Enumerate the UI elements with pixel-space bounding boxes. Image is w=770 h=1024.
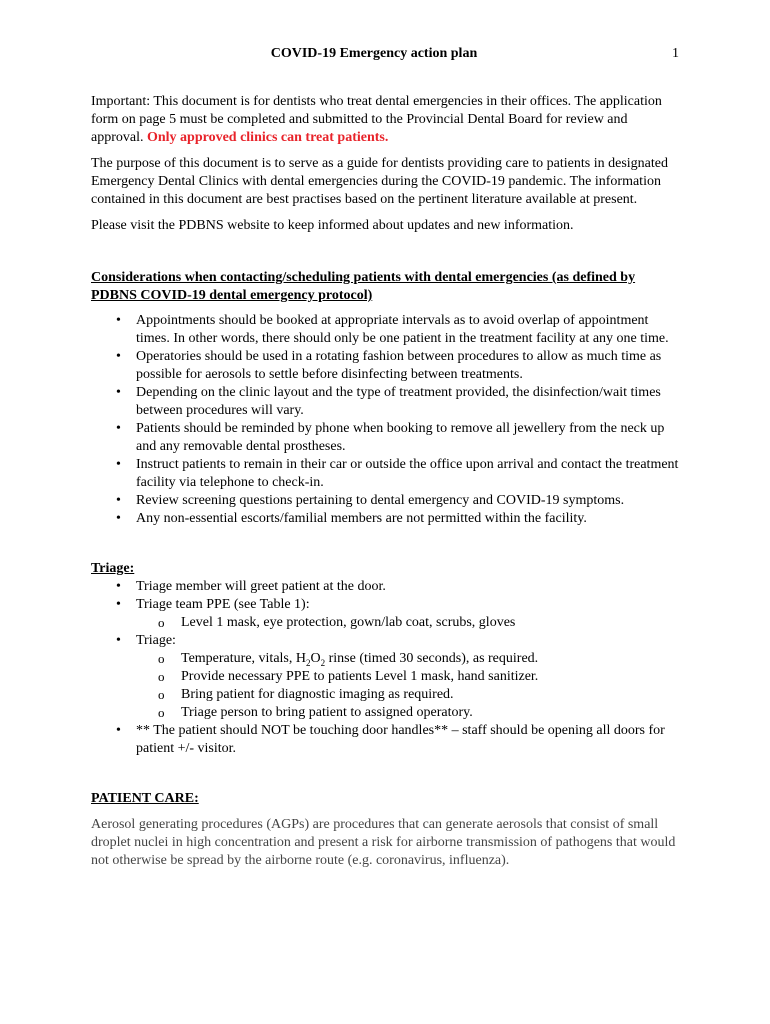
sub-list-item: o Triage person to bring patient to assigned operatory. [136,704,681,722]
visit-paragraph: Please visit the PDBNS website to keep informed about updates and new information. [91,218,574,233]
list-item: • Any non-essential escorts/familial members are not permitted within the facility. [91,510,681,528]
approved-clinics-warning: Only approved clinics can treat patients. [146,130,389,145]
list-item: • Instruct patients to remain in their car or outside the office upon arrival and contact the treatment facility via telephone to check-in. [91,456,681,492]
document-title: COVID-19 Emergency action plan [270,46,478,61]
list-item: • Appointments should be booked at appropriate intervals as to avoid overlap of appointment times. In other words, there should only be one patient in the treatment facility at any one time. [91,312,681,348]
patient-care-paragraph: Aerosol generating procedures (AGPs) are procedures that can generate aerosols that consist of small droplet nuclei in high concentration and present a risk for airborne transmission of pathogens that would not otherwise be spread by the airborne route (e.g. coronavirus, influenza). [91,817,676,868]
considerations-list [91,312,681,528]
considerations-heading: Considerations when contacting/scheduling patients with dental emergencies (as defined by PDBNS COVID-19 dental emergency protocol) [91,270,636,303]
list-item [91,596,681,632]
page-number: 1 [672,46,679,61]
page-header [0,46,770,66]
triage-heading: Triage: [91,561,135,576]
list-item: • Operatories should be used in a rotating fashion between procedures to allow as much time as possible for aerosols to settle before disinfecting between treatments. [91,348,681,384]
sub-list [136,614,681,632]
subscript: 2 [305,657,311,668]
sub-list [136,650,681,722]
list-item: • ** The patient should NOT be touching door handles** – staff should be opening all doors for patient +/- visitor. [91,722,681,758]
sub-list-item [136,650,681,668]
patient-care-heading: PATIENT CARE: [91,791,199,806]
list-item-label: Triage: [136,633,176,648]
sub-item-text: Temperature, vitals, H [181,651,306,666]
sub-item-text: O [310,651,321,666]
list-item [91,632,681,722]
list-item: • Patients should be reminded by phone when booking to remove all jewellery from the neck up and any removable dental prostheses. [91,420,681,456]
purpose-paragraph: The purpose of this document is to serve as a guide for dentists providing care to patients in designated Emergency Dental Clinics with dental emergencies during the COVID-19 pandemic. The information contained in this document are best practises based on the pertinent literature available at present. [91,156,668,207]
sub-list-item: o Bring patient for diagnostic imaging as required. [136,686,681,704]
sub-list-item: o Provide necessary PPE to patients Level 1 mask, hand sanitizer. [136,668,681,686]
list-item: • Review screening questions pertaining to dental emergency and COVID-19 symptoms. [91,492,681,510]
subscript: 2 [320,657,326,668]
sub-item-text: rinse (timed 30 seconds), as required. [325,651,539,666]
important-text: Important: This document is for dentists who treat dental emergencies in their offices. The application form on page 5 must be completed and submitted to the Provincial Dental Board for review and approval. [91,94,662,145]
list-item-label: Triage team PPE (see Table 1): [136,597,310,612]
important-paragraph [91,93,681,147]
document-body [91,93,681,878]
sub-list-item: o Level 1 mask, eye protection, gown/lab coat, scrubs, gloves [136,614,681,632]
list-item: • Triage member will greet patient at the door. [91,578,681,596]
triage-list [91,578,681,758]
list-item: • Depending on the clinic layout and the type of treatment provided, the disinfection/wait times between procedures will vary. [91,384,681,420]
